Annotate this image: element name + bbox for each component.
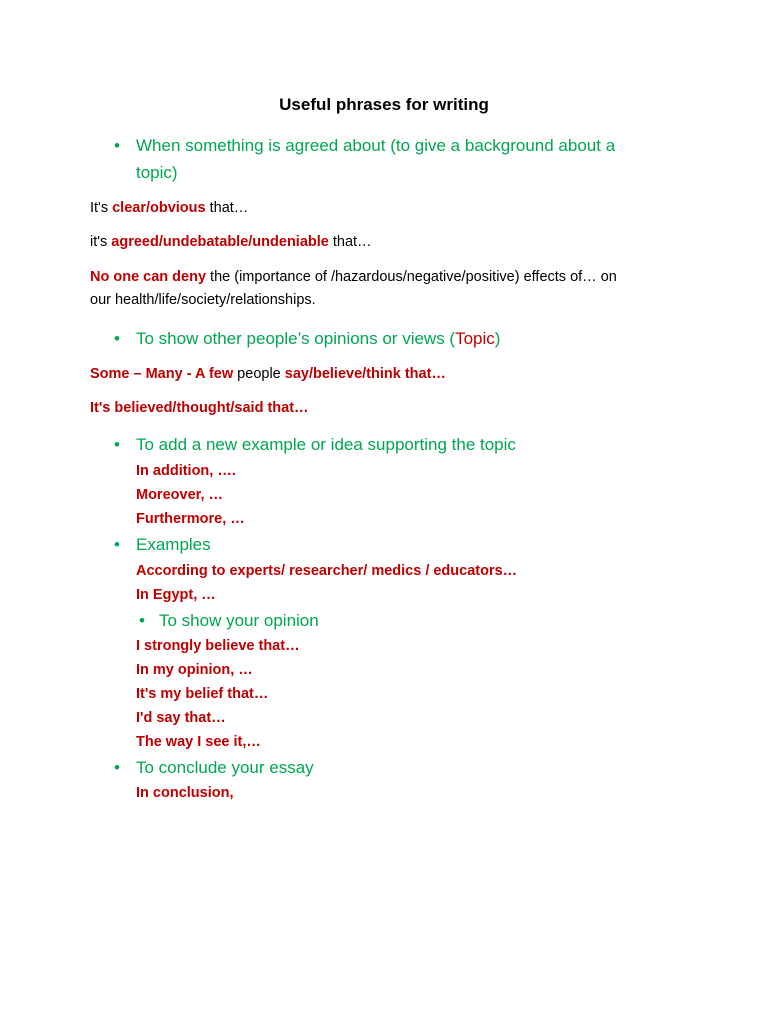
list-item: The way I see it,… bbox=[136, 734, 261, 750]
phrase-highlight: agreed/undebatable/undeniable bbox=[111, 234, 329, 250]
list-item: Moreover, … bbox=[136, 487, 224, 503]
heading-agreed-line2: topic) bbox=[136, 163, 178, 182]
phrase-some-many bbox=[90, 363, 446, 385]
your-opinion-list bbox=[136, 634, 300, 754]
heading-agreed-line1: When something is agreed about (to give a background about a bbox=[136, 136, 616, 155]
bullet-icon: • bbox=[114, 535, 120, 554]
page-title: Useful phrases for writing bbox=[279, 95, 489, 114]
examples-list bbox=[136, 559, 517, 607]
phrase-its-believed: It's believed/thought/said that… bbox=[90, 400, 309, 416]
phrase-highlight: clear/obvious bbox=[112, 200, 206, 216]
list-item: In my opinion, … bbox=[136, 662, 253, 678]
list-item: It's my belief that… bbox=[136, 686, 269, 702]
list-item: According to experts/ researcher/ medics / educators… bbox=[136, 563, 518, 579]
phrase-no-one-can-deny bbox=[90, 266, 617, 288]
bullet-icon: • bbox=[114, 435, 120, 454]
list-item: In addition, …. bbox=[136, 463, 236, 479]
bullet-icon: • bbox=[114, 758, 120, 777]
conclude-list bbox=[136, 781, 233, 805]
phrase-highlight: say/believe/think that… bbox=[284, 366, 446, 382]
heading-opinions-topic: Topic bbox=[455, 329, 495, 348]
list-item: I'd say that… bbox=[136, 710, 226, 726]
bullet-icon: • bbox=[114, 136, 120, 155]
heading-opinions bbox=[114, 325, 501, 352]
phrase-text: It's bbox=[90, 200, 113, 216]
heading-conclude bbox=[114, 754, 314, 781]
heading-opinions-text: To show other people’s opinions or views ( bbox=[136, 329, 456, 348]
heading-agreed bbox=[114, 132, 616, 186]
phrase-clear bbox=[90, 197, 248, 219]
heading-your-opinion-text: To show your opinion bbox=[159, 611, 319, 630]
phrase-text: that… bbox=[205, 200, 249, 216]
add-example-list bbox=[136, 459, 245, 531]
phrase-text: that… bbox=[328, 234, 372, 250]
heading-your-opinion bbox=[139, 607, 319, 634]
bullet-icon: • bbox=[139, 611, 145, 630]
heading-conclude-text: To conclude your essay bbox=[136, 758, 314, 777]
phrase-highlight: No one can deny bbox=[90, 269, 207, 285]
phrase-highlight: Some – Many - A few bbox=[90, 366, 234, 382]
bullet-icon: • bbox=[114, 329, 120, 348]
heading-add-example-text: To add a new example or idea supporting the topic bbox=[136, 435, 516, 454]
phrase-text: people bbox=[233, 366, 285, 382]
phrase-text: the (importance of /hazardous/negative/positive) effects of… on bbox=[206, 269, 617, 285]
heading-add-example bbox=[114, 431, 516, 458]
list-item: In Egypt, … bbox=[136, 587, 216, 603]
list-item: In conclusion, bbox=[136, 785, 234, 801]
phrase-text: it's bbox=[90, 234, 112, 250]
phrase-agreed bbox=[90, 231, 372, 253]
phrase-no-one-can-deny-line2: our health/life/society/relationships. bbox=[90, 292, 316, 308]
heading-examples-text: Examples bbox=[136, 535, 211, 554]
list-item: Furthermore, … bbox=[136, 511, 245, 527]
list-item: I strongly believe that… bbox=[136, 638, 300, 654]
heading-opinions-close: ) bbox=[494, 329, 501, 348]
heading-examples bbox=[114, 531, 211, 558]
